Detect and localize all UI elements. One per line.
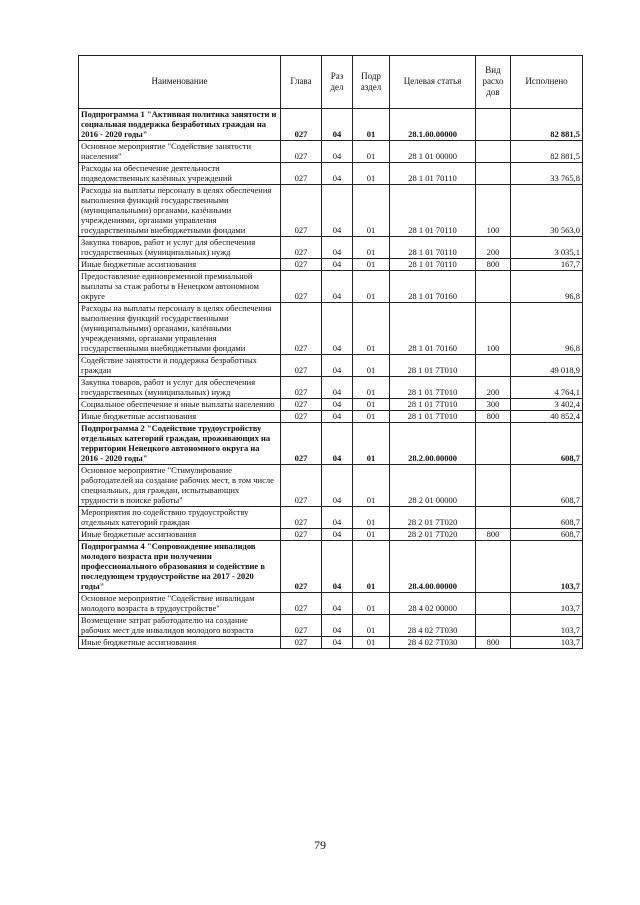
row-executed-cell: 49 018,9 (511, 355, 583, 377)
header-podrazdel: Подр аздел (353, 56, 390, 109)
row-name-cell: Подпрограмма 1 "Активная политика занятости и социальная поддержка безработных граждан на 2016 - 2020 годы" (79, 109, 281, 141)
row-expense-type-cell (476, 141, 511, 163)
row-target-article-cell: 28 4 02 7Т030 (390, 637, 476, 649)
row-target-article-cell: 28 1 01 00000 (390, 141, 476, 163)
row-razdel-cell: 04 (322, 399, 353, 411)
row-executed-cell: 608,7 (511, 423, 583, 465)
row-expense-type-cell: 800 (476, 259, 511, 271)
row-expense-type-cell: 800 (476, 529, 511, 541)
row-podrazdel-cell: 01 (353, 541, 390, 593)
table-row (79, 271, 583, 303)
table-row (79, 355, 583, 377)
header-razdel: Раз дел (322, 56, 353, 109)
row-razdel-cell: 04 (322, 109, 353, 141)
row-target-article-cell: 28 1 01 7Т010 (390, 399, 476, 411)
row-glava-cell: 027 (281, 259, 322, 271)
row-glava-cell: 027 (281, 507, 322, 529)
row-executed-cell: 103,7 (511, 615, 583, 637)
row-target-article-cell: 28.2.00.00000 (390, 423, 476, 465)
row-razdel-cell: 04 (322, 377, 353, 399)
row-razdel-cell: 04 (322, 465, 353, 507)
row-executed-cell: 103,7 (511, 593, 583, 615)
row-target-article-cell: 28.1.00.00000 (390, 109, 476, 141)
table-row (79, 163, 583, 185)
row-podrazdel-cell: 01 (353, 593, 390, 615)
row-target-article-cell: 28 2 01 7Т020 (390, 529, 476, 541)
row-podrazdel-cell: 01 (353, 507, 390, 529)
row-expense-type-cell (476, 593, 511, 615)
row-executed-cell: 33 765,8 (511, 163, 583, 185)
row-glava-cell: 027 (281, 163, 322, 185)
row-name-cell: Подпрограмма 4 "Сопровождение инвалидов молодого возраста при получении профессионального образования и содействие в последующем трудоустройстве на 2017 - 2020 годы" (79, 541, 281, 593)
row-name-cell: Мероприятия по содействию трудоустройству отдельных категорий граждан (79, 507, 281, 529)
row-razdel-cell: 04 (322, 355, 353, 377)
row-name-cell: Подпрограмма 2 "Содействие трудоустройству отдельных категорий граждан, проживающих на территории Ненецкого автономного округа на 2016 - 2020 годы" (79, 423, 281, 465)
row-executed-cell: 608,7 (511, 507, 583, 529)
row-name-cell: Предоставление единовременной премиальной выплаты за стаж работы в Ненецком автономном округе (79, 271, 281, 303)
row-podrazdel-cell: 01 (353, 465, 390, 507)
row-name-cell: Расходы на обеспечение деятельности подведомственных казённых учреждений (79, 163, 281, 185)
row-razdel-cell: 04 (322, 541, 353, 593)
row-executed-cell: 40 852,4 (511, 411, 583, 423)
row-razdel-cell: 04 (322, 507, 353, 529)
table-row (79, 259, 583, 271)
row-name-cell: Иные бюджетные ассигнования (79, 411, 281, 423)
row-podrazdel-cell: 01 (353, 377, 390, 399)
row-target-article-cell: 28 1 01 70160 (390, 271, 476, 303)
row-razdel-cell: 04 (322, 637, 353, 649)
row-razdel-cell: 04 (322, 423, 353, 465)
row-glava-cell: 027 (281, 593, 322, 615)
row-glava-cell: 027 (281, 109, 322, 141)
header-glava: Глава (281, 56, 322, 109)
row-target-article-cell: 28 1 01 70110 (390, 259, 476, 271)
row-podrazdel-cell: 01 (353, 237, 390, 259)
row-executed-cell: 82 881,5 (511, 109, 583, 141)
row-name-cell: Закупка товаров, работ и услуг для обеспечения государственных (муниципальных) нужд (79, 237, 281, 259)
table-row (79, 377, 583, 399)
row-expense-type-cell: 100 (476, 185, 511, 237)
row-expense-type-cell (476, 541, 511, 593)
row-razdel-cell: 04 (322, 237, 353, 259)
page-number: 79 (314, 838, 326, 852)
row-executed-cell: 96,8 (511, 303, 583, 355)
row-executed-cell: 608,7 (511, 529, 583, 541)
row-expense-type-cell (476, 109, 511, 141)
row-podrazdel-cell: 01 (353, 303, 390, 355)
row-glava-cell: 027 (281, 303, 322, 355)
header-target-article: Целевая статья (390, 56, 476, 109)
row-name-cell: Расходы на выплаты персоналу в целях обеспечения выполнения функций государственными (муниципальными) органами, казёнными учреждениями, органами управления государственными внебюджетными фондами (79, 185, 281, 237)
row-razdel-cell: 04 (322, 185, 353, 237)
row-glava-cell: 027 (281, 237, 322, 259)
row-glava-cell: 027 (281, 399, 322, 411)
row-executed-cell: 82 881,5 (511, 141, 583, 163)
row-glava-cell: 027 (281, 271, 322, 303)
row-name-cell: Закупка товаров, работ и услуг для обеспечения государственных (муниципальных) нужд (79, 377, 281, 399)
table-row (79, 399, 583, 411)
row-expense-type-cell: 300 (476, 399, 511, 411)
row-name-cell: Расходы на выплаты персоналу в целях обеспечения выполнения функций государственными (муниципальными) органами, казёнными учреждениями, органами управления государственными внебюджетными фондами (79, 303, 281, 355)
row-expense-type-cell: 800 (476, 637, 511, 649)
row-glava-cell: 027 (281, 185, 322, 237)
row-executed-cell: 3 035,1 (511, 237, 583, 259)
row-razdel-cell: 04 (322, 529, 353, 541)
row-target-article-cell: 28 4 02 7Т030 (390, 615, 476, 637)
row-podrazdel-cell: 01 (353, 259, 390, 271)
row-glava-cell: 027 (281, 377, 322, 399)
row-glava-cell: 027 (281, 411, 322, 423)
header-name: Наименование (79, 56, 281, 109)
subprogram-row (79, 541, 583, 593)
table-row (79, 411, 583, 423)
row-glava-cell: 027 (281, 615, 322, 637)
row-podrazdel-cell: 01 (353, 271, 390, 303)
table-row (79, 507, 583, 529)
row-glava-cell: 027 (281, 465, 322, 507)
row-name-cell: Иные бюджетные ассигнования (79, 529, 281, 541)
row-razdel-cell: 04 (322, 271, 353, 303)
row-podrazdel-cell: 01 (353, 163, 390, 185)
subprogram-row (79, 109, 583, 141)
table-row (79, 303, 583, 355)
table-row (79, 465, 583, 507)
row-expense-type-cell (476, 271, 511, 303)
row-glava-cell: 027 (281, 141, 322, 163)
row-razdel-cell: 04 (322, 141, 353, 163)
row-target-article-cell: 28 1 01 70110 (390, 237, 476, 259)
row-target-article-cell: 28 2 01 00000 (390, 465, 476, 507)
row-glava-cell: 027 (281, 541, 322, 593)
row-expense-type-cell: 200 (476, 377, 511, 399)
table-body (79, 109, 583, 649)
row-glava-cell: 027 (281, 637, 322, 649)
row-name-cell: Возмещение затрат работодателю на создание рабочих мест для инвалидов молодого возраста (79, 615, 281, 637)
row-podrazdel-cell: 01 (353, 423, 390, 465)
row-podrazdel-cell: 01 (353, 529, 390, 541)
row-name-cell: Содействие занятости и поддержка безработных граждан (79, 355, 281, 377)
row-glava-cell: 027 (281, 529, 322, 541)
row-target-article-cell: 28 1 01 7Т010 (390, 411, 476, 423)
row-executed-cell: 103,7 (511, 637, 583, 649)
row-name-cell: Основное мероприятие "Содействие инвалидам молодого возраста в трудоустройстве" (79, 593, 281, 615)
row-executed-cell: 608,7 (511, 465, 583, 507)
row-podrazdel-cell: 01 (353, 109, 390, 141)
row-razdel-cell: 04 (322, 259, 353, 271)
expenditure-table (78, 55, 583, 649)
row-expense-type-cell: 200 (476, 237, 511, 259)
table-row (79, 529, 583, 541)
row-name-cell: Иные бюджетные ассигнования (79, 259, 281, 271)
row-executed-cell: 30 563,0 (511, 185, 583, 237)
row-name-cell: Социальное обеспечение и иные выплаты населению (79, 399, 281, 411)
header-executed: Исполнено (511, 56, 583, 109)
row-glava-cell: 027 (281, 355, 322, 377)
row-expense-type-cell: 100 (476, 303, 511, 355)
row-podrazdel-cell: 01 (353, 355, 390, 377)
row-razdel-cell: 04 (322, 411, 353, 423)
row-executed-cell: 4 764,1 (511, 377, 583, 399)
row-target-article-cell: 28 1 01 7Т010 (390, 355, 476, 377)
row-podrazdel-cell: 01 (353, 185, 390, 237)
row-podrazdel-cell: 01 (353, 637, 390, 649)
table-row (79, 593, 583, 615)
row-name-cell: Основное мероприятие "Содействие занятости населения" (79, 141, 281, 163)
row-target-article-cell: 28.4.00.00000 (390, 541, 476, 593)
header-row (79, 56, 583, 109)
row-podrazdel-cell: 01 (353, 399, 390, 411)
row-target-article-cell: 28 2 01 7Т020 (390, 507, 476, 529)
row-target-article-cell: 28 4 02 00000 (390, 593, 476, 615)
row-expense-type-cell (476, 615, 511, 637)
row-expense-type-cell (476, 465, 511, 507)
row-target-article-cell: 28 1 01 70110 (390, 163, 476, 185)
row-name-cell: Иные бюджетные ассигнования (79, 637, 281, 649)
row-razdel-cell: 04 (322, 163, 353, 185)
row-target-article-cell: 28 1 01 70160 (390, 303, 476, 355)
row-razdel-cell: 04 (322, 615, 353, 637)
header-expense-type: Вид расхо дов (476, 56, 511, 109)
table-row (79, 237, 583, 259)
row-expense-type-cell (476, 507, 511, 529)
table-row (79, 141, 583, 163)
row-target-article-cell: 28 1 01 7Т010 (390, 377, 476, 399)
row-executed-cell: 167,7 (511, 259, 583, 271)
row-expense-type-cell: 800 (476, 411, 511, 423)
row-podrazdel-cell: 01 (353, 615, 390, 637)
row-expense-type-cell (476, 355, 511, 377)
table-row (79, 637, 583, 649)
row-executed-cell: 3 402,4 (511, 399, 583, 411)
row-target-article-cell: 28 1 01 70110 (390, 185, 476, 237)
row-executed-cell: 103,7 (511, 541, 583, 593)
row-glava-cell: 027 (281, 423, 322, 465)
row-razdel-cell: 04 (322, 593, 353, 615)
table-row (79, 615, 583, 637)
row-expense-type-cell (476, 163, 511, 185)
row-podrazdel-cell: 01 (353, 141, 390, 163)
subprogram-row (79, 423, 583, 465)
row-name-cell: Основное мероприятие "Стимулирование работодателей на создание рабочих мест, в том числе специальных, для граждан, испытывающих трудности в поиске работы" (79, 465, 281, 507)
row-razdel-cell: 04 (322, 303, 353, 355)
table-row (79, 185, 583, 237)
row-podrazdel-cell: 01 (353, 411, 390, 423)
row-executed-cell: 96,8 (511, 271, 583, 303)
row-expense-type-cell (476, 423, 511, 465)
